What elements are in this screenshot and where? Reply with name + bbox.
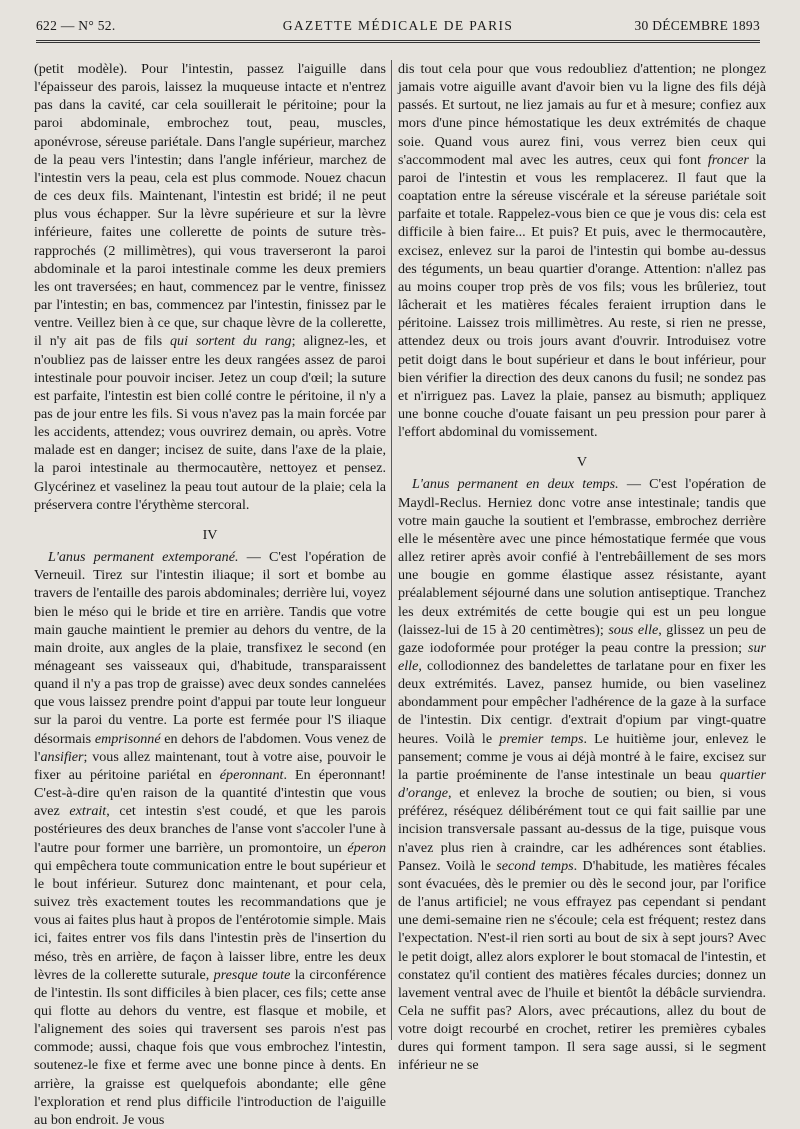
running-header <box>36 18 760 38</box>
right-column <box>398 60 766 1075</box>
left-column <box>34 60 386 1129</box>
section-heading-v: V <box>576 454 588 471</box>
paragraph: L'anus permanent en deux temps. — C'est l'opération de Maydl-Reclus. Herniez donc votre anse intestinale; tandis que votre main gauche la soutient et l'embrasse, embrochez derrière elle le mésentère avec une pince hémostatique fermée que vous allez retirer après avoir confié à l'entrebâillement de ses mors une bougie en gomme élastique assez résistante, ayant préalablement séjourné dans une solution antiseptique. Tranchez les deux extrémités de cette bougie qui est un peu longue (laissez-lui de 15 à 20 centimètres); sous elle, glissez un peu de gaze iodoformée pour protéger la peau contre la pression; sur elle, collodionnez des bandelettes de tarlatane pour en fixer les deux extrémités. Lavez, pansez humide, ou bien vaselinez abondamment pour empêcher l'adhérence de la gaze à la surface de l'intestin. Dix centigr. d'extrait d'opium par vingt-quatre heures. Voilà le premier temps. Le huitième jour, enlevez le pansement; comme je vous ai déjà montré à le faire, excisez sur la partie proéminente de l'anse intestinale un beau quartier d'orange, et enlevez la broche de soutien; ou bien, si vous préférez, réséquez délibérément tout ce qui fait saillie par une incision transversale passant au-dessus de la tige, puisque vous n'avez plus rien à craindre, car les adhérences sont établies. Pansez. Voilà le second temps. D'habitude, les matières fécales sont évacuées, dès le premier ou dès le second jour, par l'orifice de l'anus artificiel; ne vous effrayez pas cependant si pendant une demi-semaine rien ne s'écoule; cela est fréquent; restez dans l'expectation. N'est-il rien sorti au bout de six à sept jours? Avec le petit doigt, allez alors explorer le bout stomacal de l'intestin, et constatez qu'il contient des matières fécales durcies; donnez un lavement ventral avec de l'huile et bientôt la débâcle surviendra. Cela ne suffit pas? Alors, avec précautions, allez du bout de votre doigt recourbé en crochet, retirer les premières cybales dures qui forment tampon. Il sera sage aussi, si le segment inférieur ne se <box>398 476 766 1074</box>
column-divider <box>391 60 392 1040</box>
paragraph: dis tout cela pour que vous redoubliez d'attention; ne plongez jamais votre aiguille avant d'avoir bien vu la ligne des fils déjà passés. Et surtout, ne liez jamais au fur et à mesure; confiez aux mors d'une pince hémostatique les deux extrémités de chaque soie. Quand vous aurez fini, vous verrez bien ceux qui s'accommodent mal avec les autres, ceux qui font froncer la paroi de l'intestin et vous les remplacerez. Il faut que la coaptation entre la séreuse viscérale et la séreuse pariétale soit parfaite et totale. Rappelez-vous bien ce que je vous dis: cela est difficile à bien faire... Et puis? Et puis, avec le thermocautère, excisez, enlevez sur la paroi de l'intestin qui bombe au-dessus des téguments, un beau quartier d'orange. Attention: n'allez pas au moins couper trop près de vos fils; vous les brûleriez, tout lâcherait et les matières fécales feraient irruption dans le péritoine. Laissez trois millimètres. Au reste, si rien ne presse, attendez deux ou trois jours avant d'ouvrir. Introduisez votre petit doigt dans le bout supérieur et dans le bout inférieur, pour bien vérifier la direction des deux canons du fusil; ne sondez pas et n'irriguez pas. Lavez la plaie, pansez au bismuth; appliquez une bonne couche d'ouate faisant un peu pression pour parer à l'effort abdominal du vomissement. <box>398 61 766 441</box>
issue-date: 30 DÉCEMBRE 1893 <box>634 18 760 33</box>
page-number: 622 — N° 52. <box>36 18 116 33</box>
journal-title: GAZETTE MÉDICALE DE PARIS <box>282 18 514 33</box>
paragraph: (petit modèle). Pour l'intestin, passez l'aiguille dans l'épaisseur des parois, laissez la muqueuse intacte et n'entrez pas dans la cavité, car cela souillerait le péritoine; pour la paroi abdominale, embrochez tout, peau, muscles, aponévrose, séreuse pariétale. Dans l'angle supérieur, marchez de la peau vers l'intestin; dans l'angle inférieur, marchez de l'intestin vers la peau, cela est plus commode. Nouez chacun de ces deux fils. Maintenant, l'intestin est bridé; il ne peut plus vous échapper. Sur la lèvre supérieure et sur la lèvre inférieure, faites une collerette de points de suture très-rapprochés (2 millimètres), qui vous traverseront la paroi abdominale et la paroi intestinale comme les deux premiers les ont traversées; en haut, commencez par le ventre, finissez par l'intestin; en bas, commencez par l'intestin, finissez par le ventre. Veillez bien à ce que, sur chaque lèvre de la collerette, il n'y ait pas de fils qui sortent du rang; alignez-les, et n'oubliez pas de laisser entre les deux rangées assez de paroi intestinale pour pouvoir inciser. Jetez un coup d'œil; la suture est parfaite, l'intestin est bien collé contre le péritoine, il n'y a pas de jour entre les fils. Si vous n'avez pas la main forcée par les accidents, attendez; vous ouvrirez demain, ou après. Votre malade est en danger; incisez de suite, dans l'axe de la plaie, la paroi intestinale au thermocautère, nettoyez et pensez. Glycérinez et vaselinez la peau tout autour de la plaie; cela la préservera contre l'érythème stercoral. <box>34 61 386 513</box>
paragraph: L'anus permanent extemporané. — C'est l'opération de Verneuil. Tirez sur l'intestin iliaque; il sort et bombe au travers de l'entaille des parois abdominales; derrière lui, voyez bien le méso qui le bride et tire en arrière. Tandis que votre main gauche maintient le premier au dehors du ventre, de la main droite, aux angles de la plaie, transfixez le second (en ménageant ses vaisseaux qui, d'habitude, transparaissent quand il n'y a pas trop de graisse) avec deux sondes cannelées que vous laissez prendre point d'appui par toute leur longueur sur la paroi du ventre. La porte est fermée pour l'S iliaque désormais emprisonné en dehors de l'abdomen. Vous venez de l'ansifier; vous allez maintenant, tout à votre aise, pouvoir le fixer au péritoine pariétal en éperonnant. En éperonnant! C'est-à-dire qu'en raison de la quantité d'intestin que vous avez extrait, cet intestin s'est coudé, et que les parois postérieures des deux branches de l'anse vont s'accoler l'une à l'autre pour former une barrière, un promontoire, un éperon qui empêchera toute communication entre le bout supérieur et le bout inférieur. Suturez donc maintenant, et pour cela, suivez très exactement toutes les recommandations que je vous ai faites plus haut à propos de l'entérotomie simple. Mais ici, faites entrer vos fils dans l'intestin près de l'insertion du méso, très en arrière, de façon à laisser libre, entre les deux lèvres de la collerette suturale, presque toute la circonférence de l'intestin. Ils sont difficiles à bien placer, ces fils; cette anse qui flotte au dehors du ventre, est flasque et mobile, et l'alignement des soies qui traversent ses parois n'est pas commode; aussi, chaque fois que vous embrochez l'intestin, soutenez-le fixe et ferme avec une bonne pince à dents. En arrière, la graisse est quelquefois abondante; elle gêne l'exploration et rend plus difficile l'introduction de l'aiguille au bon endroit. Je vous <box>34 549 387 1128</box>
header-rule <box>36 40 760 43</box>
section-heading-iv: IV <box>202 526 218 543</box>
